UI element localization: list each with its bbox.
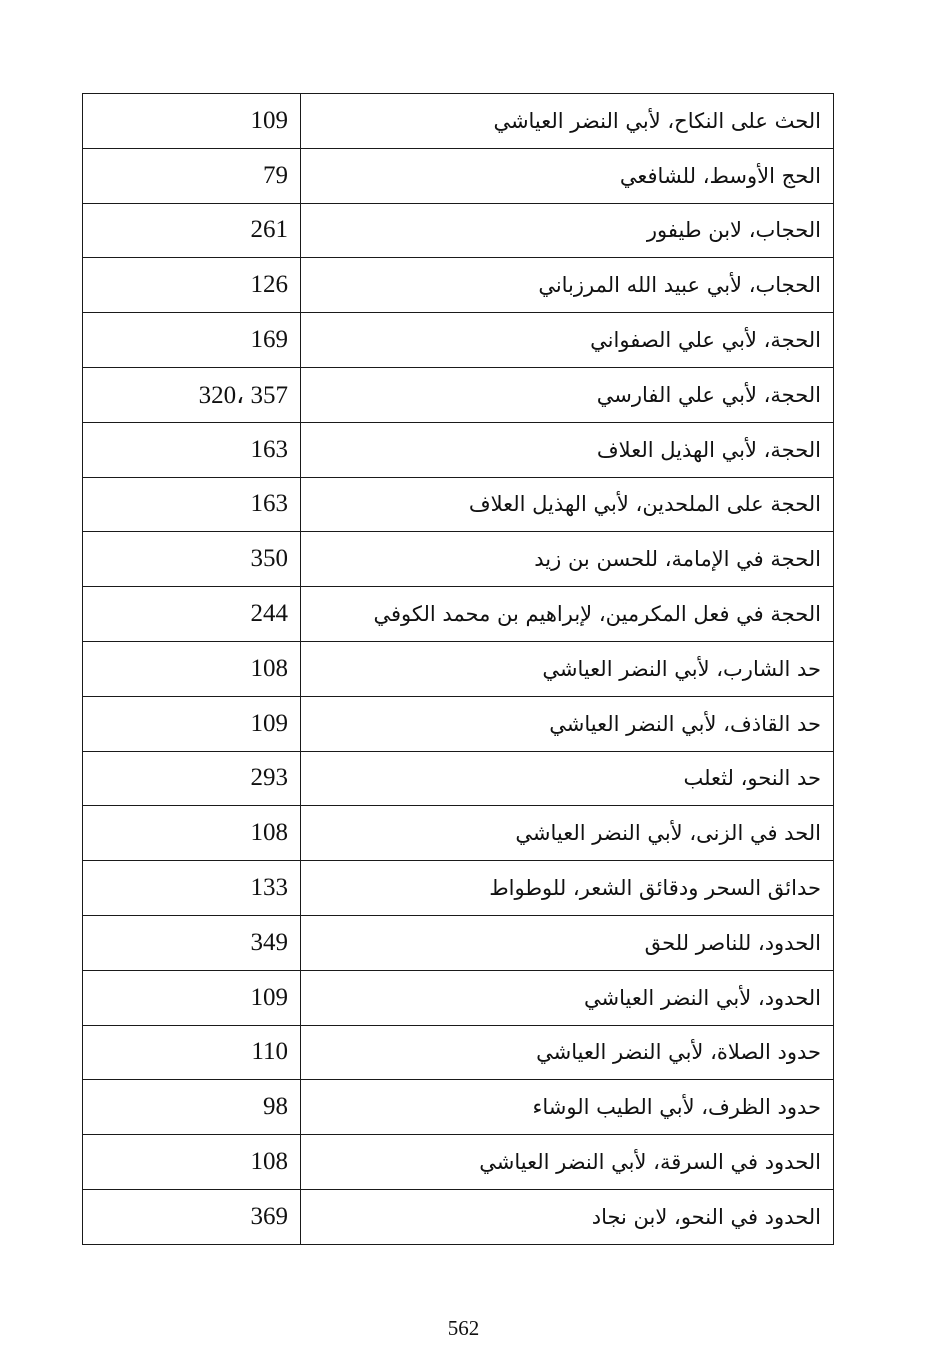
index-row (83, 1135, 834, 1190)
index-page-refs: 79 (83, 148, 301, 203)
index-row (83, 1189, 834, 1244)
index-book-title: حدود الصلاة، لأبي النضر العياشي (301, 1025, 834, 1080)
index-book-title: الحدود، لأبي النضر العياشي (301, 970, 834, 1025)
index-row (83, 1080, 834, 1135)
index-page-refs: 320، 357 (83, 367, 301, 422)
index-book-title: حد القاذف، لأبي النضر العياشي (301, 696, 834, 751)
index-row (83, 94, 834, 149)
index-page-refs: 261 (83, 203, 301, 258)
index-book-title: الحجة في الإمامة، للحسن بن زيد (301, 532, 834, 587)
index-book-title: الحد في الزنى، لأبي النضر العياشي (301, 806, 834, 861)
index-book-title: الحجة، لأبي الهذيل العلاف (301, 422, 834, 477)
index-page-refs: 108 (83, 806, 301, 861)
index-row (83, 1025, 834, 1080)
index-row (83, 915, 834, 970)
index-row (83, 751, 834, 806)
index-page-refs: 108 (83, 1135, 301, 1190)
index-book-title: الحجاب، لأبي عبيد الله المرزباني (301, 258, 834, 313)
index-page-refs: 109 (83, 970, 301, 1025)
index-row (83, 203, 834, 258)
index-book-title: الحج الأوسط، للشافعي (301, 148, 834, 203)
index-book-title: الحدود في النحو، لابن نجاد (301, 1189, 834, 1244)
index-row (83, 696, 834, 751)
index-book-title: الحجة على الملحدين، لأبي الهذيل العلاف (301, 477, 834, 532)
index-row (83, 422, 834, 477)
index-book-title: الحث على النكاح، لأبي النضر العياشي (301, 94, 834, 149)
index-page-refs: 109 (83, 696, 301, 751)
index-page-refs: 133 (83, 861, 301, 916)
index-row (83, 367, 834, 422)
index-book-title: حدائق السحر ودقائق الشعر، للوطواط (301, 861, 834, 916)
index-page-refs: 169 (83, 313, 301, 368)
index-row (83, 313, 834, 368)
index-book-title: الحجة، لأبي علي الصفواني (301, 313, 834, 368)
index-page-refs: 108 (83, 641, 301, 696)
index-page-refs: 98 (83, 1080, 301, 1135)
index-page-refs: 244 (83, 587, 301, 642)
index-page-refs: 349 (83, 915, 301, 970)
index-book-title: حد الشارب، لأبي النضر العياشي (301, 641, 834, 696)
index-page-refs: 126 (83, 258, 301, 313)
index-book-title: الحدود، للناصر للحق (301, 915, 834, 970)
index-book-title: حد النحو، لثعلب (301, 751, 834, 806)
index-book-title: حدود الظرف، لأبي الطيب الوشاء (301, 1080, 834, 1135)
index-page-refs: 110 (83, 1025, 301, 1080)
index-table-body (83, 94, 834, 1245)
index-row (83, 532, 834, 587)
index-row (83, 477, 834, 532)
book-index-table (82, 93, 834, 1245)
index-page-refs: 163 (83, 422, 301, 477)
index-row (83, 861, 834, 916)
index-row (83, 641, 834, 696)
index-row (83, 148, 834, 203)
index-book-title: الحدود في السرقة، لأبي النضر العياشي (301, 1135, 834, 1190)
index-book-title: الحجة، لأبي علي الفارسي (301, 367, 834, 422)
index-page-refs: 109 (83, 94, 301, 149)
index-page-refs: 369 (83, 1189, 301, 1244)
page-number: 562 (447, 1316, 480, 1340)
index-book-title: الحجة في فعل المكرمين، لإبراهيم بن محمد الكوفي (301, 587, 834, 642)
index-book-title: الحجاب، لابن طيفور (301, 203, 834, 258)
index-row (83, 587, 834, 642)
index-row (83, 258, 834, 313)
index-page-refs: 163 (83, 477, 301, 532)
index-row (83, 970, 834, 1025)
index-row (83, 806, 834, 861)
index-page-refs: 350 (83, 532, 301, 587)
index-page-refs: 293 (83, 751, 301, 806)
